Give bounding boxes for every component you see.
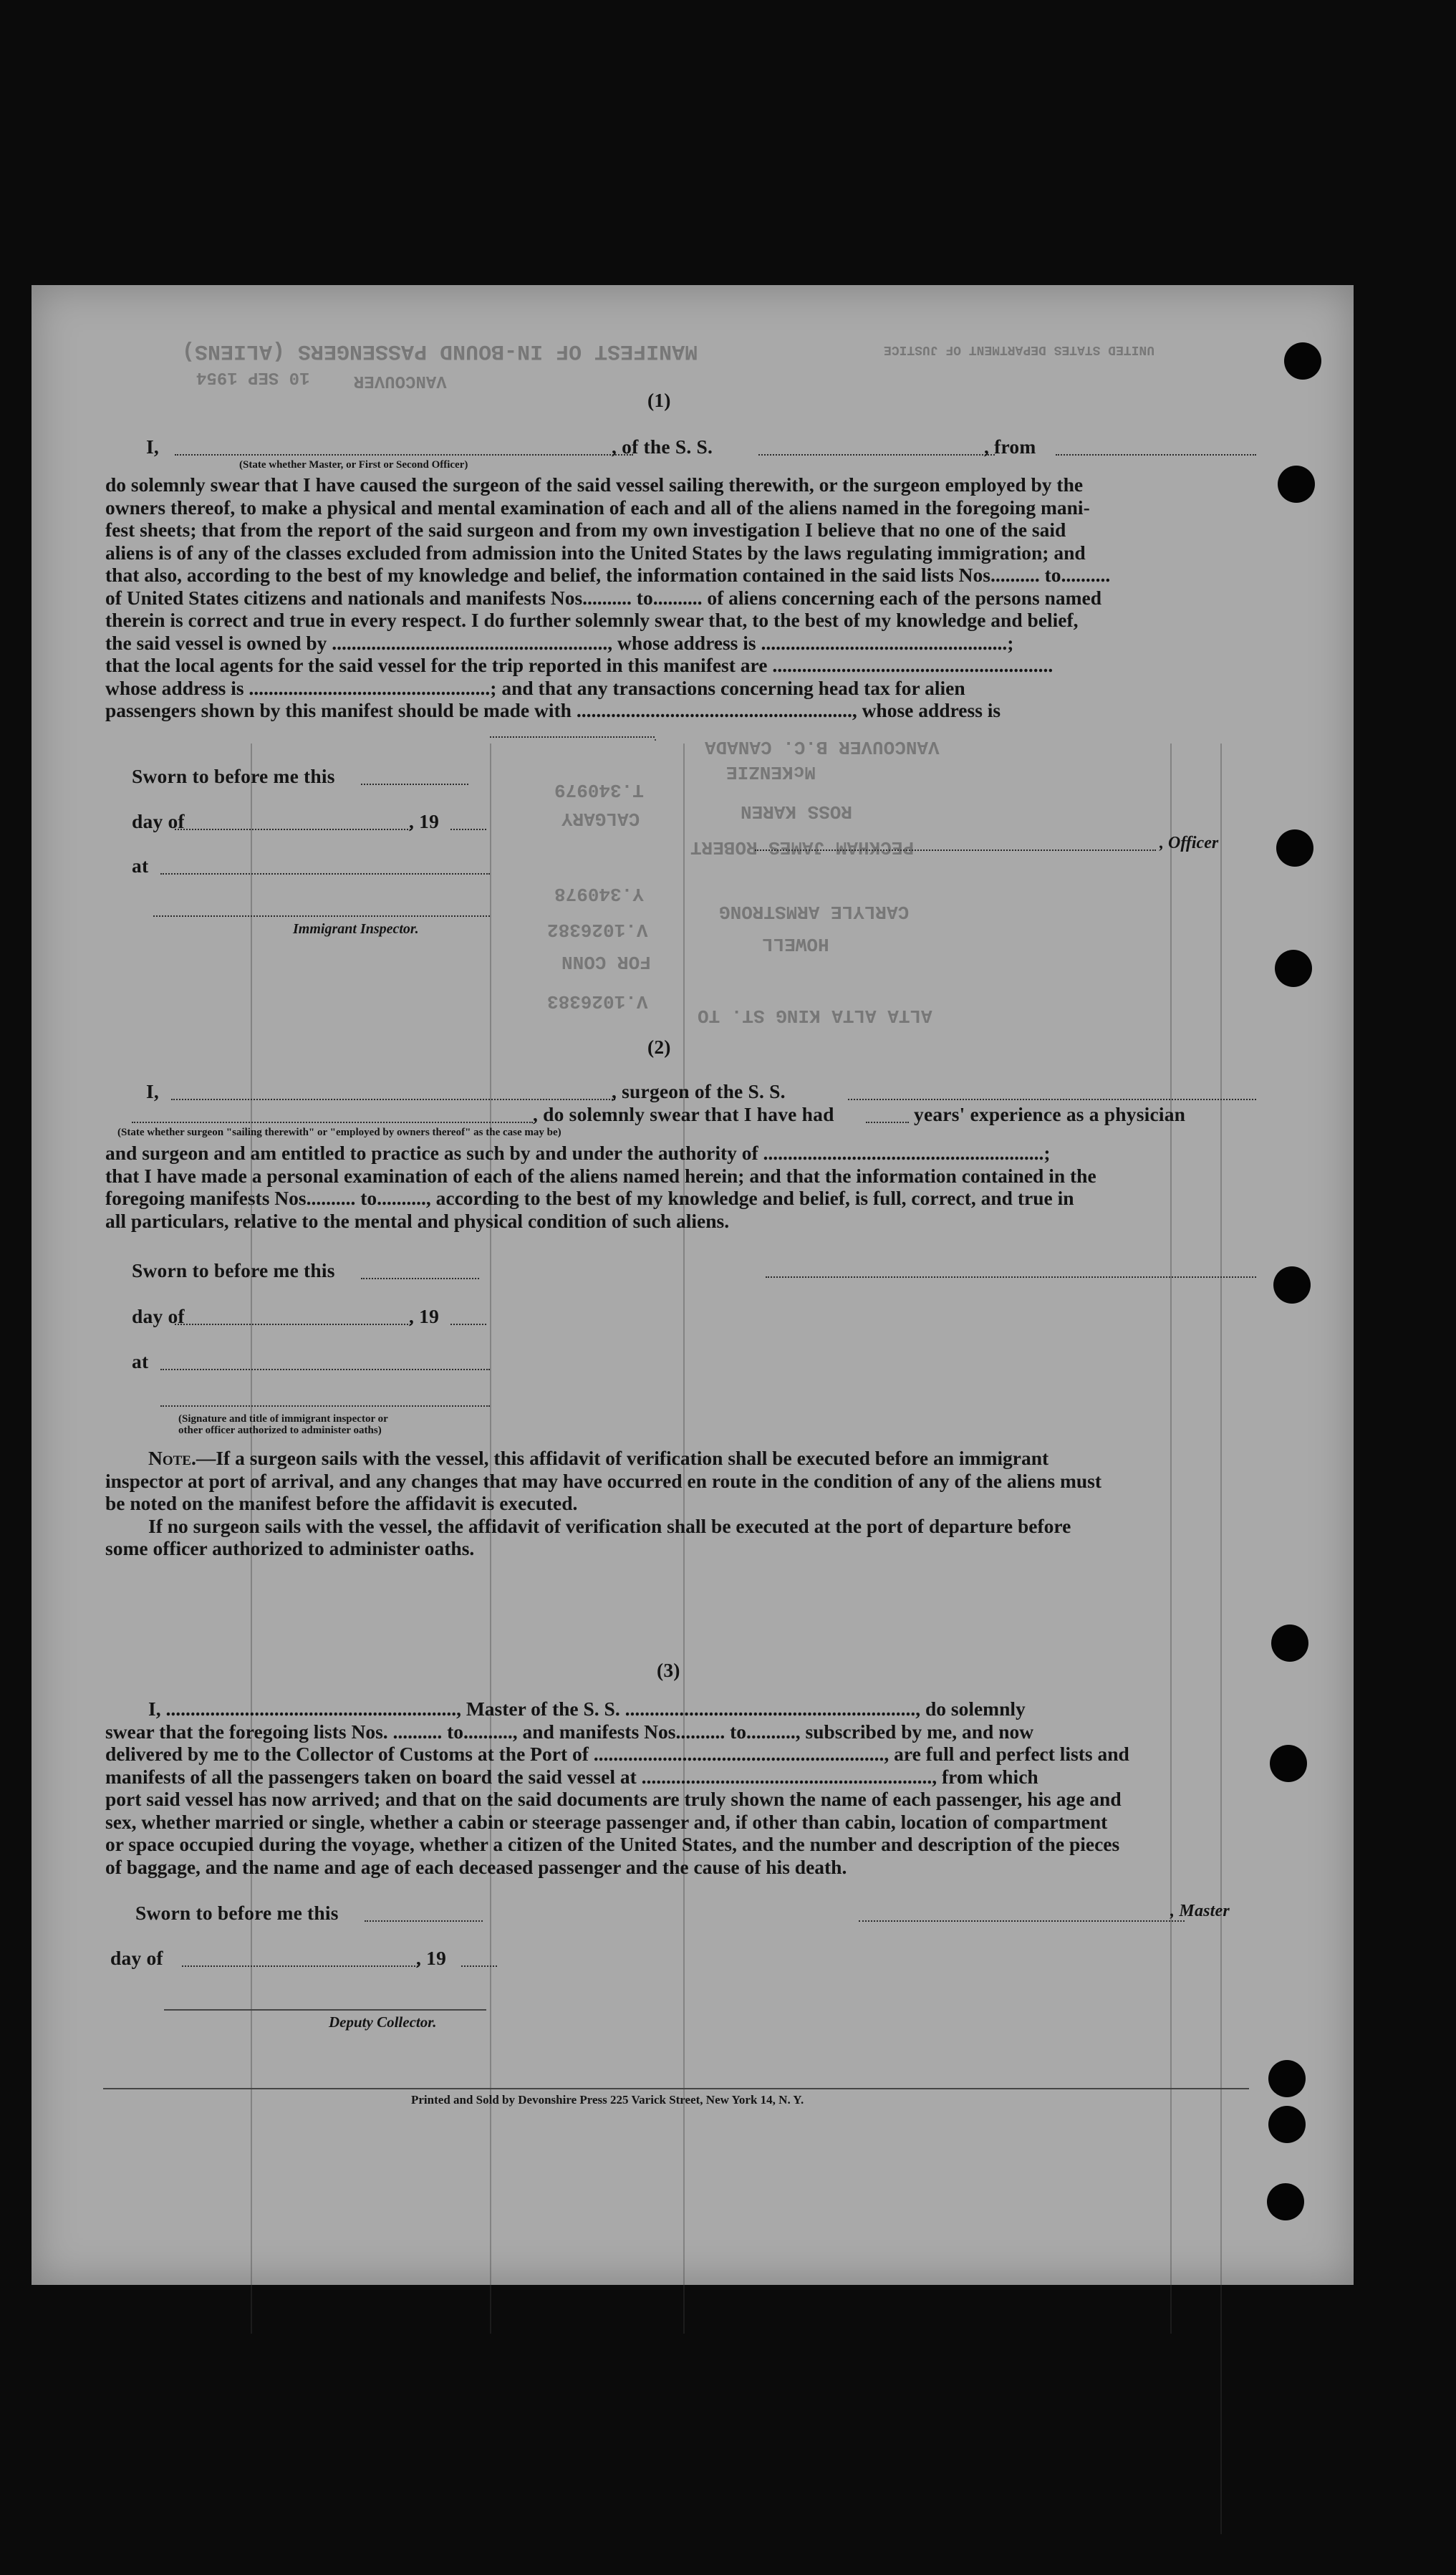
section-1-day-of: day of	[132, 810, 185, 832]
footer-rule	[103, 2088, 1249, 2089]
oath-line: aliens is of any of the classes excluded from admission into the United States by the laws regulating immigration; and	[105, 541, 1086, 564]
collector-signature-line	[164, 2009, 486, 2011]
section-3-oath	[105, 1698, 1260, 1878]
note-label: Note.	[148, 1447, 196, 1469]
note-line: inspector at port of arrival, and any changes that may have occurred en route in the condition of any of the aliens must	[105, 1469, 1102, 1492]
oath-line: I, ..........................................................., Master of the S. S. ..........................................................., do solemnly	[148, 1698, 1026, 1720]
oath-line: passengers shown by this manifest should be made with ........................................................, whose address is	[105, 699, 1001, 721]
section-2-years: years' experience as a physician	[914, 1103, 1186, 1125]
day-of-blank	[175, 1324, 411, 1325]
oath-line: of United States citizens and nationals and manifests Nos.......... to.......... of aliens concerning each of the persons named	[105, 586, 1102, 609]
bleed-header-title: MANIFEST OF IN-BOUND PASSENGERS (ALIENS)	[182, 339, 698, 363]
day-of-blank	[182, 1965, 418, 1967]
section-1-caption: (State whether Master, or First or Second Officer)	[239, 459, 468, 471]
signature-caption-2: other officer authorized to administer oaths)	[178, 1425, 382, 1436]
officer-signature-line	[755, 849, 1156, 851]
note-line: some officer authorized to administer oaths.	[105, 1537, 475, 1559]
bleed-col-a-6: ALTA ALTA KING ST. TO	[698, 1005, 932, 1026]
deputy-collector-label: Deputy Collector.	[329, 2013, 437, 2031]
section-3-sworn: Sworn to before me this	[135, 1902, 339, 1924]
section-2-at: at	[132, 1350, 149, 1372]
bleed-col-b-5: V.1026383	[547, 991, 648, 1012]
oath-line: all particulars, relative to the mental and physical condition of such aliens.	[105, 1209, 730, 1232]
punch-hole	[1268, 2106, 1306, 2143]
oath-line: manifests of all the passengers taken on board the said vessel at ..........................................................., from which	[105, 1765, 1038, 1788]
section-1-from: , from	[984, 435, 1036, 458]
oath-line: that also, according to the best of my knowledge and belief, the information contained in the said lists Nos.......... to..........	[105, 564, 1111, 586]
section-2-note	[105, 1447, 1260, 1560]
section-2-surgeon-of: , surgeon of the S. S.	[612, 1080, 786, 1102]
sworn-date-blank	[361, 784, 468, 785]
oath-line: owners thereof, to make a physical and mental examination of each and all of the aliens named in the foregoing mani-	[105, 496, 1090, 519]
bleed-col-b-4: FOR CONN	[561, 951, 651, 973]
sworn-date-blank	[365, 1920, 483, 1922]
oath-line: of baggage, and the name and age of each deceased passenger and the cause of his death.	[105, 1855, 847, 1878]
day-of-blank	[175, 829, 411, 830]
at-blank	[160, 873, 490, 875]
officer-label: , Officer	[1160, 834, 1219, 852]
surgeon-vessel-blank	[848, 1099, 1256, 1100]
from-port-blank	[1056, 454, 1256, 456]
oath-line: sex, whether married or single, whether a cabin or steerage passenger and, if other than cabin, location of compartment	[105, 1810, 1108, 1833]
printer-imprint: Printed and Sold by Devonshire Press 225 Varick Street, New York 14, N. Y.	[411, 2093, 804, 2107]
section-3-day-of: day of	[110, 1947, 163, 1969]
master-signature-line	[859, 1920, 1185, 1922]
bleed-col-a-5: HOWELL	[762, 933, 829, 955]
oath-line: do solemnly swear that I have caused the surgeon of the said vessel sailing therewith, or the surgeon employed by the	[105, 473, 1084, 496]
punch-hole	[1270, 1745, 1307, 1782]
oath-line: and surgeon and am entitled to practice as such by and under the authority of .........................................................;	[105, 1142, 1051, 1164]
bleed-header-port: VANCOUVER	[354, 371, 447, 390]
oath-line: the said vessel is owned by ........................................................, whose address is ..................................................;	[105, 631, 1014, 654]
bleed-col-b-2: Y.340978	[554, 883, 644, 905]
oath-line: port said vessel has now arrived; and that on the said documents are truly shown the name of each passenger, his age and	[105, 1788, 1122, 1810]
oath-line: that I have made a personal examination of each of the aliens named herein; and that the information contained in the	[105, 1164, 1096, 1187]
surgeon-status-blank	[132, 1122, 533, 1123]
inspector-signature-line	[153, 915, 490, 917]
bleed-col-a-0: VANCOUVER B.C. CANADA	[705, 736, 940, 758]
section-2-number: (2)	[647, 1036, 671, 1058]
year-blank	[450, 829, 486, 830]
sworn-date-blank	[361, 1278, 479, 1279]
bleed-col-a-3: PECKHAM JAMES ROBERT	[690, 837, 915, 858]
bleed-header-dept: UNITED STATES DEPARTMENT OF JUSTICE	[884, 342, 1155, 357]
bleed-col-b-1: CALGARY	[561, 808, 640, 829]
oath-line: or space occupied during the voyage, whether a citizen of the United States, and the number and description of the pieces	[105, 1833, 1120, 1855]
section-2-year: , 19	[409, 1305, 440, 1327]
oath-line: swear that the foregoing lists Nos. .......... to.........., and manifests Nos.......... to.........., subscribed by me, and now	[105, 1720, 1034, 1743]
section-2-i: I,	[146, 1080, 159, 1102]
bleed-column-line	[1220, 743, 1222, 2534]
section-3-year: , 19	[416, 1947, 447, 1969]
year-blank	[461, 1965, 497, 1967]
section-2-caption: (State whether surgeon "sailing therewith" or "employed by owners thereof" as the case may be)	[117, 1127, 561, 1138]
punch-hole	[1271, 1625, 1308, 1662]
signature-caption-1: (Signature and title of immigrant inspector or	[178, 1413, 388, 1425]
oath-line: fest sheets; that from the report of the said surgeon and from my own investigation I believe that no one of the said	[105, 519, 1066, 541]
year-blank	[450, 1324, 486, 1325]
section-2-sworn: Sworn to before me this	[132, 1259, 335, 1281]
at-blank	[160, 1369, 490, 1370]
punch-hole	[1268, 2060, 1306, 2097]
surgeon-signature-line	[766, 1276, 1256, 1278]
section-2-oath	[105, 1142, 1260, 1232]
note-text: —If a surgeon sails with the vessel, this affidavit of verification shall be executed before an immigrant	[196, 1447, 1049, 1469]
bleed-col-a-4: CARLYLE ARMSTRONG	[719, 901, 910, 923]
oath-line: that the local agents for the said vessel for the trip reported in this manifest are .........................................................	[105, 654, 1054, 676]
bleed-col-a-1: McKENZIE	[726, 761, 816, 783]
note-line: be noted on the manifest before the affidavit is executed.	[105, 1492, 578, 1514]
oath-line: foregoing manifests Nos.......... to.........., according to the best of my knowledge and belief, is full, correct, and true in	[105, 1187, 1074, 1209]
section-1-divider	[655, 739, 656, 741]
manifest-page	[32, 285, 1354, 2285]
section-2-swear: , do solemnly swear that I have had	[533, 1103, 834, 1125]
section-1-of-ss: , of the S. S.	[612, 435, 713, 458]
oath-line: therein is correct and true in every respect. I do further solemnly swear that, to the best of my knowledge and belief,	[105, 609, 1079, 631]
section-1-i: I,	[146, 435, 159, 458]
section-1-year: , 19	[409, 810, 440, 832]
bleed-col-b-0: T.340979	[554, 779, 644, 801]
punch-hole	[1276, 829, 1313, 867]
vessel-name-blank	[758, 454, 995, 456]
punch-hole	[1275, 950, 1312, 987]
bleed-col-a-2: ROSS KAREN	[741, 801, 853, 822]
section-1-at: at	[132, 855, 149, 877]
punch-hole	[1284, 342, 1321, 380]
punch-hole	[1278, 466, 1315, 503]
surgeon-name-blank	[171, 1099, 615, 1100]
inspector-signature-line	[160, 1405, 490, 1407]
bleed-col-b-3: V.1026382	[547, 919, 648, 940]
master-name-blank	[175, 454, 633, 456]
oath-line: delivered by me to the Collector of Customs at the Port of ..........................................................., are full and perfect lists and	[105, 1743, 1129, 1765]
section-2-day-of: day of	[132, 1305, 185, 1327]
punch-hole	[1273, 1266, 1311, 1304]
section-1-oath	[105, 473, 1260, 722]
years-blank	[866, 1122, 909, 1123]
section-3-number: (3)	[657, 1659, 680, 1681]
note-line	[105, 1447, 1260, 1470]
oath-line: whose address is .................................................; and that any transactions concerning head tax for alien	[105, 676, 965, 699]
section-1-separator	[490, 736, 655, 738]
master-label: , Master	[1170, 1902, 1230, 1920]
punch-hole	[1267, 2183, 1304, 2220]
immigrant-inspector-label: Immigrant Inspector.	[293, 921, 419, 937]
section-1-sworn: Sworn to before me this	[132, 765, 335, 787]
section-1-number: (1)	[647, 389, 671, 411]
note-line: If no surgeon sails with the vessel, the affidavit of verification shall be executed at the port of departure before	[148, 1514, 1071, 1537]
bleed-header-date: 10 SEP 1954	[196, 367, 310, 387]
